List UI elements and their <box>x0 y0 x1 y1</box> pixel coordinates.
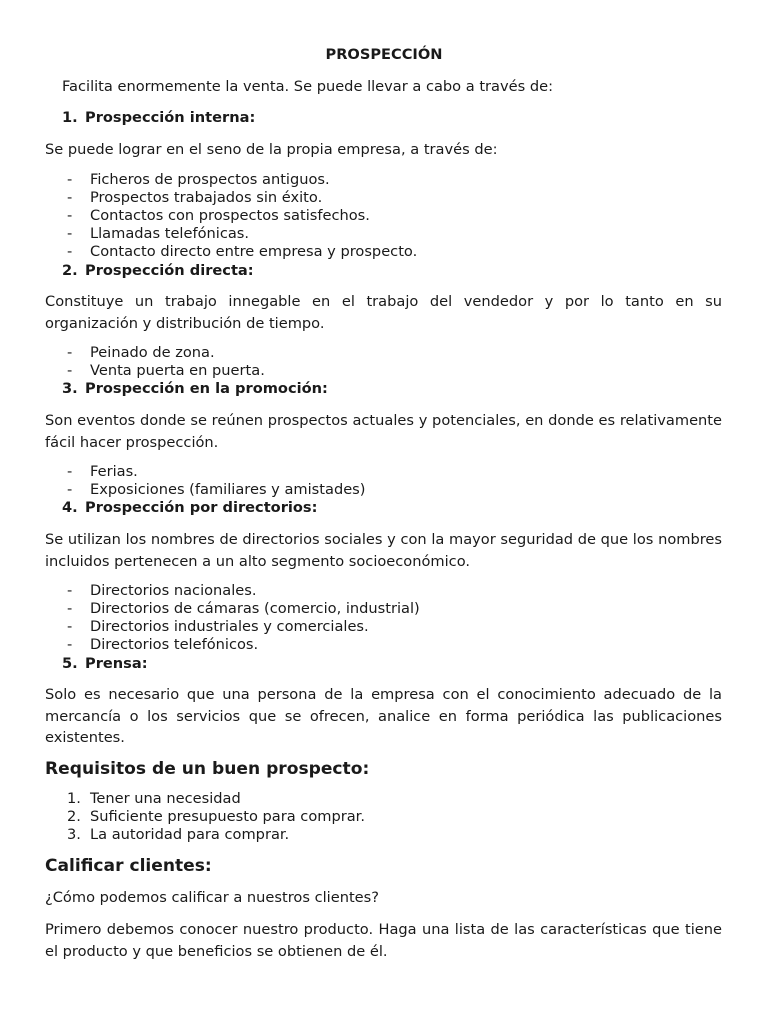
list-item: - Llamadas telefónicas. <box>67 225 250 242</box>
section-heading-2: 2. Prospección directa: <box>62 262 254 279</box>
list-item: - Venta puerta en puerta. <box>67 362 265 379</box>
list-item: - Peinado de zona. <box>67 344 215 361</box>
list-item: - Directorios telefónicos. <box>67 636 259 653</box>
list-item: 3. La autoridad para comprar. <box>67 826 290 843</box>
page-title: PROSPECCIÓN <box>325 46 443 63</box>
section-text-2: Constituye un trabajo innegable en el trabajo del vendedor y por lo tanto en su organización y distribución de tiempo. <box>45 293 722 332</box>
section-heading-3: 3. Prospección en la promoción: <box>62 380 328 397</box>
bullet-list-3 <box>67 463 365 499</box>
list-item: - Ficheros de prospectos antiguos. <box>67 171 330 188</box>
bullet-list-1 <box>67 171 417 261</box>
bullet-list-2 <box>67 344 265 380</box>
list-item: - Ferias. <box>67 463 138 480</box>
section-text-3: Son eventos donde se reúnen prospectos actuales y potenciales, en donde es relativamente fácil hacer prospección. <box>45 412 722 451</box>
list-item: - Directorios industriales y comerciales. <box>67 618 369 635</box>
list-item: 1. Tener una necesidad <box>67 790 241 807</box>
section-text-5: Solo es necesario que una persona de la empresa con el conocimiento adecuado de la mercancía o los servicios que se ofrecen, analice en forma periódica las publicaciones existentes. <box>45 686 722 746</box>
list-item: - Contactos con prospectos satisfechos. <box>67 207 370 224</box>
section-text-1: Se puede lograr en el seno de la propia empresa, a través de: <box>45 141 498 158</box>
intro-paragraph: Facilita enormemente la venta. Se puede llevar a cabo a través de: <box>62 78 554 95</box>
requisitos-list <box>67 790 365 844</box>
calificar-question: ¿Cómo podemos calificar a nuestros clientes? <box>45 889 379 906</box>
list-item: - Prospectos trabajados sin éxito. <box>67 189 323 206</box>
list-item: - Contacto directo entre empresa y prospecto. <box>67 243 418 260</box>
section-heading-5: 5. Prensa: <box>62 655 148 672</box>
section-heading-4: 4. Prospección por directorios: <box>62 499 318 516</box>
calificar-text: Primero debemos conocer nuestro producto. Haga una lista de las características que tiene el producto y que beneficios se obtienen de él. <box>45 921 722 960</box>
list-item: - Directorios de cámaras (comercio, industrial) <box>67 600 420 617</box>
section-heading-1: 1. Prospección interna: <box>62 109 256 126</box>
list-item: - Directorios nacionales. <box>67 582 257 599</box>
calificar-heading: Calificar clientes: <box>45 856 212 876</box>
list-item: - Exposiciones (familiares y amistades) <box>67 481 366 498</box>
bullet-list-4 <box>67 582 420 654</box>
list-item: 2. Suficiente presupuesto para comprar. <box>67 808 365 825</box>
section-text-4: Se utilizan los nombres de directorios sociales y con la mayor seguridad de que los nombres incluidos pertenecen a un alto segmento socioeconómico. <box>45 531 722 570</box>
requisitos-heading: Requisitos de un buen prospecto: <box>45 759 370 779</box>
